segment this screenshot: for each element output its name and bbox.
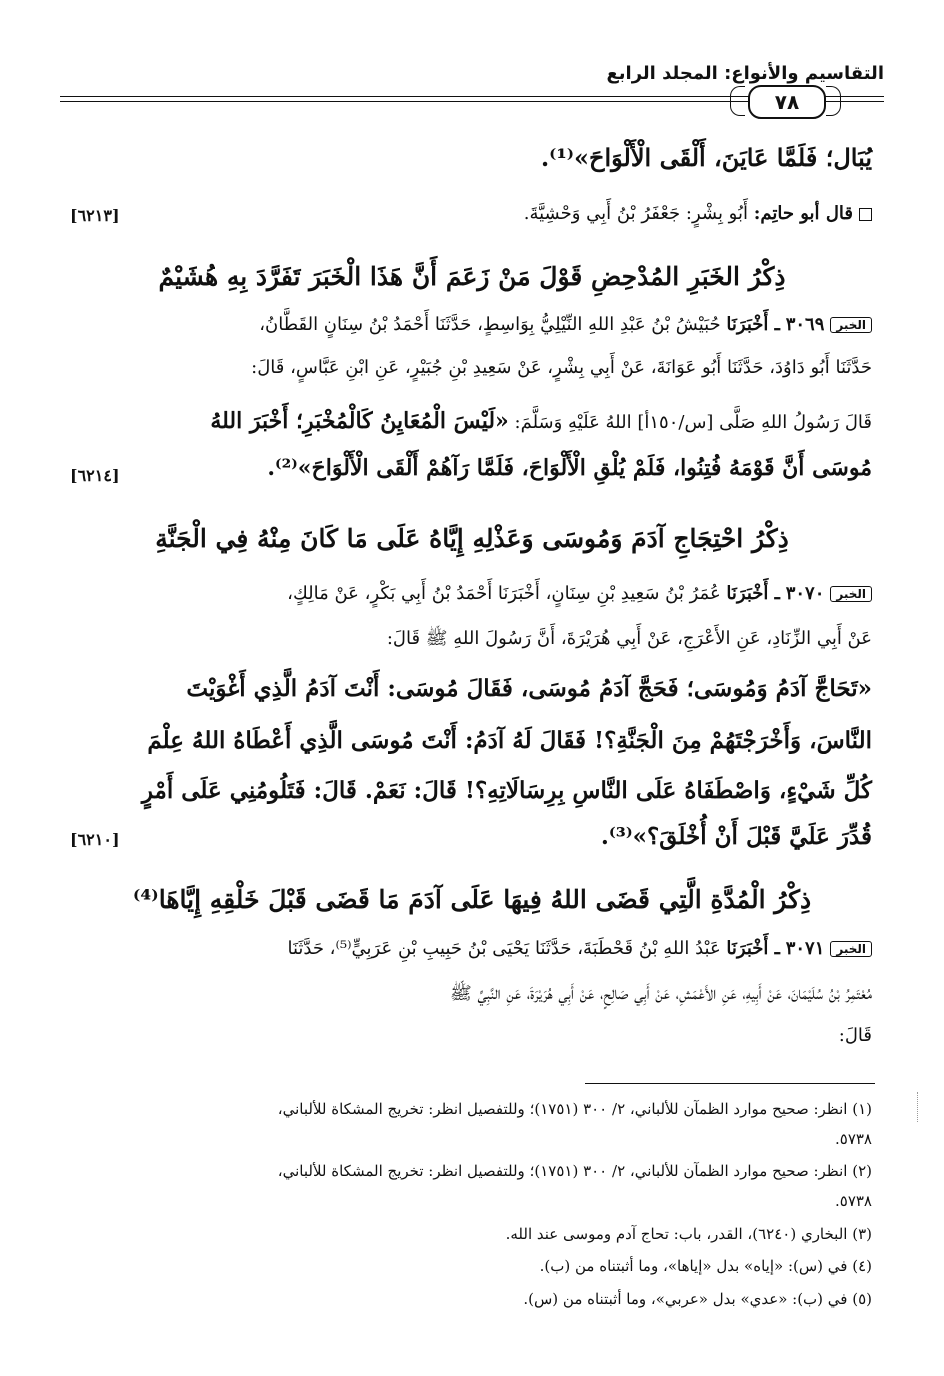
abu-hatim-label: قال أبو حاتِم:	[753, 203, 853, 224]
hadith-number: ٣٠٦٩	[785, 314, 825, 335]
margin-mark	[917, 1092, 921, 1122]
khabar-badge-icon: الخبر	[830, 586, 872, 602]
section-heading: ذِكْرُ الخَبَرِ المُدْحِضِ قَوْلَ مَنْ زَعَمَ أَنَّ هَذَا الْخَبَرَ تَفَرَّدَ بِهِ هُشَيْمٌ	[158, 262, 786, 291]
isnad-text: عُمَرُ بْنُ سَعِيدِ بْنِ سِنَانٍ، أَخْبَرَنَا أَحْمَدُ بْنُ أَبِي بَكْرٍ، عَنْ مَالِكٍ،	[287, 583, 721, 604]
reference-number: [٦٢١٣]	[70, 206, 120, 225]
footnote-2-continued: ٥٧٣٨.	[834, 1192, 872, 1210]
hadith-matn-line: النَّاسَ، وَأَخْرَجْتَهُمْ مِنَ الْجَنَّةِ؟! فَقَالَ لَهُ آدَمُ: أَنْتَ مُوسَى الَّذِي أَعْطَاهُ اللهُ عِلْمَ	[147, 727, 872, 754]
page-number: ٧٨	[748, 85, 826, 119]
abu-hatim-note	[72, 203, 872, 224]
hadith-matn-line: «تَحَاجَّ آدَمُ وَمُوسَى؛ فَحَجَّ آدَمُ مُوسَى، فَقَالَ مُوسَى: أَنْتَ آدَمُ الَّذِي أَغْوَيْتَ	[186, 675, 872, 702]
footnote-1: (١) انظر: صحيح موارد الظمآن للألباني، ٢/ ٣٠٠ (١٧٥١)؛ وللتفصيل انظر: تخريج المشكاة للألباني،	[277, 1100, 872, 1118]
akhbarana-label: ـ أَخْبَرَنَا	[726, 583, 780, 604]
section-heading: ذِكْرُ الْمُدَّةِ الَّتِي قَضَى اللهُ فِيهَا عَلَى آدَمَ مَا قَضَى قَبْلَ خَلْقِهِ إِيَّاهَا⁽⁴⁾	[132, 885, 812, 914]
hadith-matn-line: كُلِّ شَيْءٍ، وَاصْطَفَاهُ عَلَى النَّاسِ بِرِسَالَاتِهِ؟! قَالَ: نَعَمْ. قَالَ: فَتَلُومُنِي عَلَى أَمْرٍ	[141, 777, 872, 804]
running-header-title: التقاسيم والأنواع: المجلد الرابع	[606, 63, 884, 84]
hadith-isnad-line: حَدَّثَنَا أَبُو دَاوُدَ، حَدَّثَنَا أَبُو عَوَانَةَ، عَنْ أَبِي بِشْرٍ، عَنْ سَعِيدِ بْنِ جُبَيْرٍ، عَنِ ابْنِ عَبَّاسٍ، قَالَ:	[251, 357, 872, 378]
reference-number: [٦٢١٤]	[70, 466, 120, 485]
hadith-matn-line	[72, 408, 872, 434]
khabar-badge-icon: الخبر	[830, 941, 872, 957]
matn-intro: قَالَ رَسُولُ اللهِ صَلَّى [س/١٥٠أ] اللهُ عَلَيْهِ وَسَلَّمَ:	[514, 412, 872, 433]
hadith-isnad-line	[72, 583, 872, 604]
footnote-5: (٥) في (ب): «عدي» بدل «عربي»، وما أثبتناه من (س).	[523, 1290, 872, 1308]
section-heading: ذِكْرُ احْتِجَاجِ آدَمَ وَمُوسَى وَعَذْلِهِ إِيَّاهُ عَلَى مَا كَانَ مِنْهُ فِي الْجَنَّةِ	[155, 524, 789, 553]
page-number-bracket-left	[730, 86, 745, 116]
hadith-matn-line: قُدِّرَ عَلَيَّ قَبْلَ أَنْ أُخْلَقَ؟»⁽³⁾.	[600, 823, 872, 850]
footnote-separator	[585, 1083, 875, 1084]
hadith-number: ٣٠٧١	[785, 938, 825, 959]
akhbarana-label: ـ أَخْبَرَنَا	[726, 938, 780, 959]
footnote-4: (٤) في (س): «إياه» بدل «إياها»، وما أثبتناه من (ب).	[539, 1257, 872, 1275]
isnad-text: عَبْدُ اللهِ بْنُ قَحْطَبَةَ، حَدَّثَنَا يَحْيَى بْنُ حَبِيبِ بْنِ عَرَبِيٍّ⁽⁵⁾، حَدَّثَنَا	[287, 938, 721, 959]
hadith-isnad-line: قَالَ:	[838, 1025, 872, 1046]
hadith-matn-line: مُوسَى أَنَّ قَوْمَهُ فُتِنُوا، فَلَمْ يُلْقِ الْأَلْوَاحَ، فَلَمَّا رَآهُمْ أَلْقَى الْأَلْوَاحَ»⁽²⁾.	[267, 455, 872, 481]
matn-text: «لَيْسَ الْمُعَايِنُ كَالْمُخْبَرِ؛ أَخْبَرَ اللهُ	[210, 408, 509, 434]
hadith-isnad-line: عَنْ أَبِي الزِّنَادِ، عَنِ الأَعْرَجِ، عَنْ أَبِي هُرَيْرَةَ، أَنَّ رَسُولَ اللهِ ﷺ قَالَ:	[386, 628, 872, 649]
footnote-1-continued: ٥٧٣٨.	[834, 1130, 872, 1148]
reference-number: [٦٢١٠]	[70, 830, 120, 849]
khabar-badge-icon: الخبر	[830, 317, 872, 333]
square-marker-icon	[859, 208, 872, 221]
abu-hatim-text: أَبُو بِشْرٍ: جَعْفَرُ بْنُ أَبِي وَحْشِيَّةَ.	[523, 203, 748, 224]
hadith-isnad-line	[72, 938, 872, 959]
page-number-bracket-right	[826, 86, 841, 116]
footnote-3: (٣) البخاري (٦٢٤٠)، القدر، باب: تحاج آدم وموسى عند الله.	[505, 1225, 872, 1243]
isnad-text: حُبَيْشُ بْنُ عَبْدِ اللهِ النِّيْلِيُّ بِوَاسِطٍ، حَدَّثَنَا أَحْمَدُ بْنُ سِنَانٍ القَطَّانُ،	[259, 314, 721, 335]
continued-matn-line: يُبَال؛ فَلَمَّا عَايَنَ، أَلْقَى الْأَلْوَاحَ»⁽¹⁾.	[540, 143, 872, 172]
akhbarana-label: ـ أَخْبَرَنَا	[726, 314, 780, 335]
hadith-number: ٣٠٧٠	[785, 583, 825, 604]
hadith-isnad-line	[72, 314, 872, 335]
hadith-isnad-line: مُعْتَمِرُ بْنُ سُلَيْمَانَ، عَنْ أَبِيهِ، عَنِ الأَعْمَشِ، عَنْ أَبِي صَالِحٍ، عَنْ أَبِي هُرَيْرَةَ، عَنِ النَّبِيِّ ﷺ	[449, 983, 872, 1004]
footnote-2: (٢) انظر: صحيح موارد الظمآن للألباني، ٢/ ٣٠٠ (١٧٥١)؛ وللتفصيل انظر: تخريج المشكاة للألباني،	[277, 1162, 872, 1180]
